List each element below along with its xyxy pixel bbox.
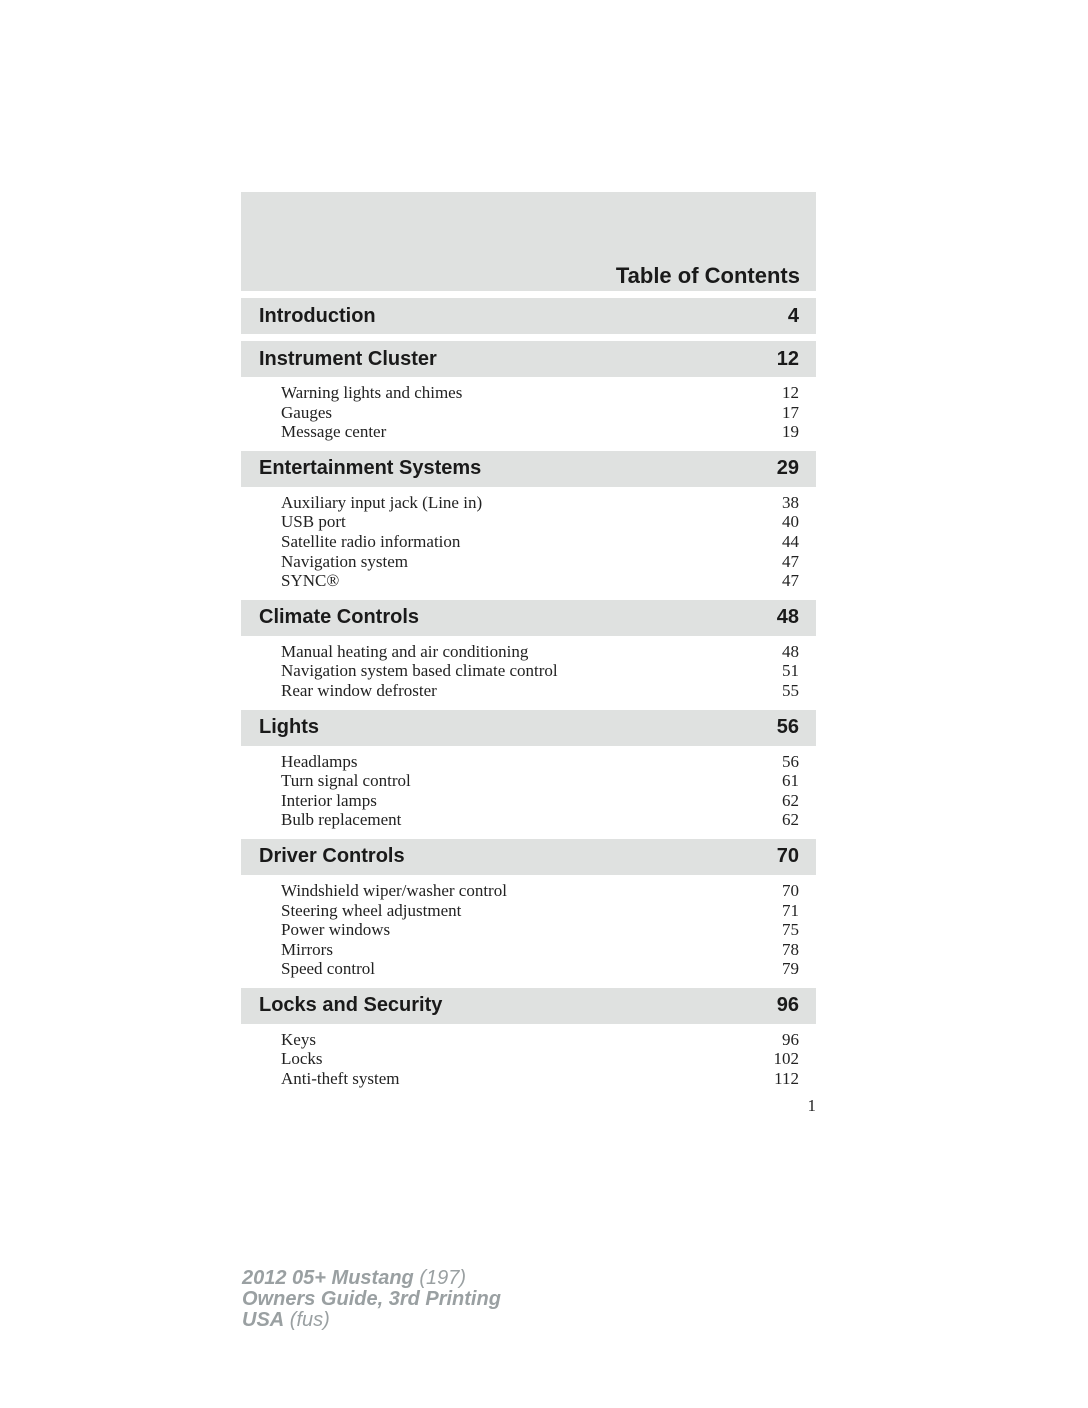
section-heading[interactable] [241,839,816,875]
entry-label: Navigation system based climate control [281,661,558,681]
section-heading[interactable] [241,988,816,1024]
entry-label: Satellite radio information [281,531,461,551]
entry-label: Turn signal control [281,771,411,791]
section-page: 96 [776,994,799,1017]
toc-entry[interactable] [281,493,799,513]
entry-page: 48 [782,641,799,661]
toc-title: Table of Contents [615,263,800,288]
entry-label: Interior lamps [281,790,377,810]
entry-label: Power windows [281,920,391,940]
entry-page: 55 [782,680,799,700]
entry-label: Windshield wiper/washer control [281,880,507,900]
entry-page: 70 [782,880,799,900]
entry-label: Message center [281,422,387,442]
toc-entry[interactable] [281,1049,799,1069]
toc-entry[interactable] [281,1069,799,1089]
section-title: Locks and Security [259,994,443,1017]
toc-entry[interactable] [281,901,799,921]
toc-section [241,341,816,444]
toc-entry[interactable] [281,571,799,591]
toc-section [241,451,816,593]
entry-list [241,377,816,444]
section-title: Climate Controls [259,606,420,629]
toc-entry[interactable] [281,681,799,701]
section-title: Driver Controls [259,845,405,868]
footer-guide: Owners Guide, 3rd Printing [242,1288,501,1310]
entry-page: 75 [782,920,799,940]
footer-line-2 [242,1289,501,1310]
section-page: 56 [776,716,799,739]
toc-entry[interactable] [281,383,799,403]
toc-entry[interactable] [281,403,799,423]
section-page: 12 [776,347,799,370]
entry-list [241,487,816,593]
toc-entry[interactable] [281,810,799,830]
entry-page: 62 [782,810,799,830]
entry-label: Anti-theft system [281,1069,400,1089]
entry-label: Gauges [281,402,332,422]
toc-entry[interactable] [281,552,799,572]
entry-page: 96 [782,1029,799,1049]
footer-market-code: (fus) [289,1309,330,1331]
toc-header [241,192,816,291]
footer-model: 2012 05+ Mustang [242,1267,414,1289]
entry-page: 71 [782,900,799,920]
entry-label: Rear window defroster [281,680,437,700]
toc-section [241,600,816,703]
section-page: 4 [787,304,799,327]
footer-market: USA [242,1309,285,1331]
entry-list [241,875,816,981]
toc-entry[interactable] [281,532,799,552]
section-title: Introduction [259,304,376,327]
section-heading[interactable] [241,298,816,334]
footer-line-1 [242,1268,501,1289]
entry-label: USB port [281,512,346,532]
entry-list [241,636,816,703]
entry-label: SYNC® [281,571,340,591]
toc-section [241,839,816,981]
toc-entry[interactable] [281,422,799,442]
toc-entry[interactable] [281,642,799,662]
entry-page: 44 [782,531,799,551]
entry-page: 17 [782,402,799,422]
entry-label: Steering wheel adjustment [281,900,462,920]
footer-line-3 [242,1310,501,1331]
toc-entry[interactable] [281,512,799,532]
entry-label: Bulb replacement [281,810,402,830]
toc-section [241,710,816,832]
entry-page: 56 [782,751,799,771]
toc-entry[interactable] [281,661,799,681]
entry-list [241,1024,816,1091]
toc-section [241,298,816,334]
entry-list [241,746,816,832]
entry-page: 79 [782,959,799,979]
entry-label: Headlamps [281,751,358,771]
footer-model-code: (197) [419,1267,467,1289]
toc-entry[interactable] [281,881,799,901]
toc-entry[interactable] [281,959,799,979]
entry-page: 78 [782,939,799,959]
entry-page: 40 [782,512,799,532]
section-heading[interactable] [241,451,816,487]
toc-entry[interactable] [281,1030,799,1050]
section-page: 29 [776,457,799,480]
toc-entry[interactable] [281,920,799,940]
section-title: Instrument Cluster [259,347,437,370]
toc-sections [241,298,816,1091]
toc-entry[interactable] [281,771,799,791]
entry-page: 61 [782,771,799,791]
entry-label: Mirrors [281,939,333,959]
toc-section [241,988,816,1091]
entry-page: 12 [782,383,799,402]
entry-page: 19 [782,422,799,442]
entry-label: Locks [281,1049,323,1069]
footer [242,1268,501,1331]
section-page: 70 [776,845,799,868]
section-heading[interactable] [241,341,816,377]
section-title: Entertainment Systems [259,457,482,480]
toc-entry[interactable] [281,791,799,811]
toc-entry[interactable] [281,940,799,960]
entry-page: 102 [773,1049,799,1069]
entry-label: Auxiliary input jack (Line in) [281,492,483,512]
page-number: 1 [807,1096,816,1115]
toc-entry[interactable] [281,752,799,772]
section-heading[interactable] [241,600,816,636]
entry-label: Keys [281,1029,316,1049]
section-heading[interactable] [241,710,816,746]
entry-page: 112 [774,1069,799,1089]
entry-label: Navigation system [281,551,409,571]
entry-label: Speed control [281,959,375,979]
entry-page: 47 [782,571,799,591]
entry-page: 51 [782,661,799,681]
table-of-contents [241,192,816,1091]
section-title: Lights [259,716,319,739]
entry-page: 47 [782,551,799,571]
entry-page: 38 [782,492,799,512]
entry-page: 62 [782,790,799,810]
entry-label: Manual heating and air conditioning [281,641,529,661]
section-page: 48 [776,606,799,629]
entry-label: Warning lights and chimes [281,383,463,402]
